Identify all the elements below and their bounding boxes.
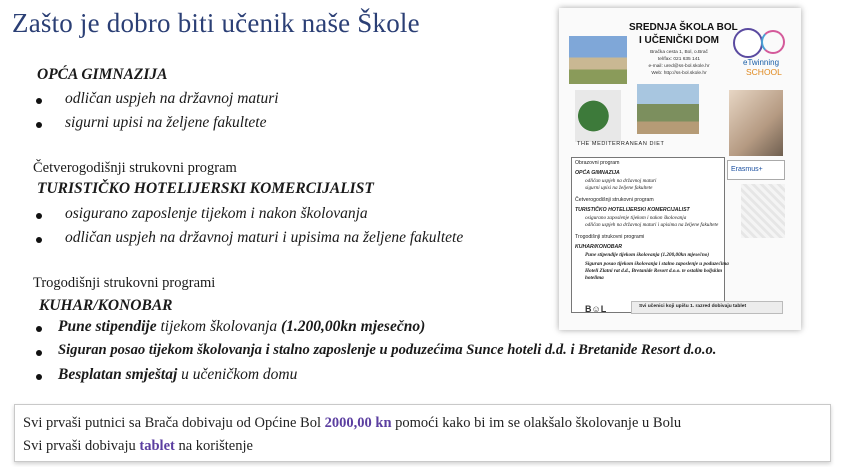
flyer-line: Četverogodišnji strukovni program xyxy=(575,197,654,203)
bullet-icon xyxy=(36,350,42,356)
bullet-icon xyxy=(36,237,42,243)
flyer-line: odličan uspjeh na državnoj maturi i upisima na željene fakultete xyxy=(585,222,719,228)
flyer-line: KUHAR/KONOBAR xyxy=(575,244,622,250)
info-line-1-post: pomoći kako bi im se olakšalo školovanje u Bolu xyxy=(391,415,682,431)
trogodisnji-intro: Trogodišnji strukovni programi xyxy=(33,275,216,291)
flyer-address: Bračka cesta 1, Bol, o.Brač xyxy=(650,50,708,55)
trogodisnji-heading: KUHAR/KONOBAR xyxy=(39,297,173,314)
bullet-icon xyxy=(36,326,42,332)
erasmus-label: Erasmus+ xyxy=(731,166,763,173)
flyer-title-1: SREDNJA ŠKOLA BOL xyxy=(629,22,738,33)
info-amount: 2000,00 kn xyxy=(324,415,392,431)
flyer-email: e-mail: ured@ss-bol.skole.hr xyxy=(648,64,710,69)
school-photo xyxy=(569,36,627,84)
flyer-line: Pune stipendije tijekom školovanja (1.200,00kn mjesečno) xyxy=(585,252,710,258)
trogodisnji-item-1 xyxy=(58,318,425,336)
flyer-line: sigurni upisi na željene fakultete xyxy=(585,185,653,191)
flyer-line: Obrazovni program xyxy=(575,160,620,166)
diet-label: THE MEDITERRANEAN DIET xyxy=(577,141,665,147)
trogodisnji-item-3 xyxy=(58,366,297,384)
gimnazija-heading: OPĆA GIMNAZIJA xyxy=(37,66,168,83)
info-line-2-post: na korištenje xyxy=(174,438,253,454)
cetverogodisnji-intro: Četverogodišnji strukovni program xyxy=(33,160,237,176)
flyer-line: hotelima xyxy=(585,275,604,281)
gimnazija-item-1: odličan uspjeh na državnoj maturi xyxy=(65,90,279,107)
flyer-title-2: I UČENIČKI DOM xyxy=(639,35,719,46)
etwinning-label: eTwinning xyxy=(743,58,780,67)
landscape-photo xyxy=(637,84,699,134)
flyer-web: Web: http://ss-bol.skole.hr xyxy=(651,71,707,76)
school-flyer xyxy=(559,8,801,330)
bullet-icon xyxy=(36,98,42,104)
trogodisnji-item-2: Siguran posao tijekom školovanja i stalno zaposlenje u poduzećima Sunce hoteli d.d. i Bretanide Resort d.o.o. xyxy=(58,342,717,358)
info-line-2 xyxy=(23,438,253,455)
bullet-icon xyxy=(36,213,42,219)
school-crest-icon xyxy=(733,28,763,58)
etwinning-school: SCHOOL xyxy=(746,67,782,77)
flyer-line: OPĆA GIMNAZIJA xyxy=(575,170,620,176)
flyer-line: odličan uspjeh na državnoj maturi xyxy=(585,178,657,184)
cooking-photo xyxy=(729,90,783,156)
flyer-line: osigurano zaposlenje tijekom i nakon školovanja xyxy=(585,215,687,221)
bullet-icon xyxy=(36,122,42,128)
flyer-footer: Svi učenici koji upišu 1. razred dobivaju tablet xyxy=(639,304,747,309)
housing-label: Besplatan smještaj xyxy=(58,366,178,383)
map-graphic xyxy=(741,184,785,238)
flyer-line: Siguran posao tijekom školovanja i stalno zaposlenje u poduzećima xyxy=(585,261,729,267)
bol-logo: B☺L xyxy=(585,304,607,314)
info-tablet: tablet xyxy=(139,438,175,454)
flyer-line: Hoteli Zlatni rat d.d., Bretanide Resort d.o.o. te ostalim boljskim xyxy=(585,268,723,274)
cetverogodisnji-item-2: odličan uspjeh na državnoj maturi i upisima na željene fakultete xyxy=(65,229,464,246)
gimnazija-item-2: sigurni upisi na željene fakultete xyxy=(65,114,267,131)
cetverogodisnji-heading: TURISTIČKO HOTELIJERSKI KOMERCIJALIST xyxy=(37,180,374,197)
cetverogodisnji-item-1: osigurano zaposlenje tijekom i nakon školovanja xyxy=(65,205,368,222)
stipend-text: tijekom školovanja xyxy=(156,318,282,335)
olive-leaves-image xyxy=(575,90,621,142)
info-line-1 xyxy=(23,415,681,432)
housing-text: u učeničkom domu xyxy=(177,366,298,383)
info-box xyxy=(14,404,831,462)
stipend-label: Pune stipendije xyxy=(58,318,157,335)
info-line-1-pre: Svi prvaši putnici sa Brača dobivaju od Općine Bol xyxy=(23,415,325,431)
page-title: Zašto je dobro biti učenik naše Škole xyxy=(12,8,420,38)
flyer-line: Trogodišnji strukovni programi xyxy=(575,234,645,240)
flyer-phone: tel/fax: 021 635 141 xyxy=(657,57,701,62)
etwinning-logo-icon xyxy=(761,30,785,54)
info-line-2-pre: Svi prvaši dobivaju xyxy=(23,438,140,454)
bullet-icon xyxy=(36,374,42,380)
stipend-amount: (1.200,00kn mjesečno) xyxy=(281,318,426,335)
flyer-line: TURISTIČKO HOTELIJERSKI KOMERCIJALIST xyxy=(575,207,690,213)
